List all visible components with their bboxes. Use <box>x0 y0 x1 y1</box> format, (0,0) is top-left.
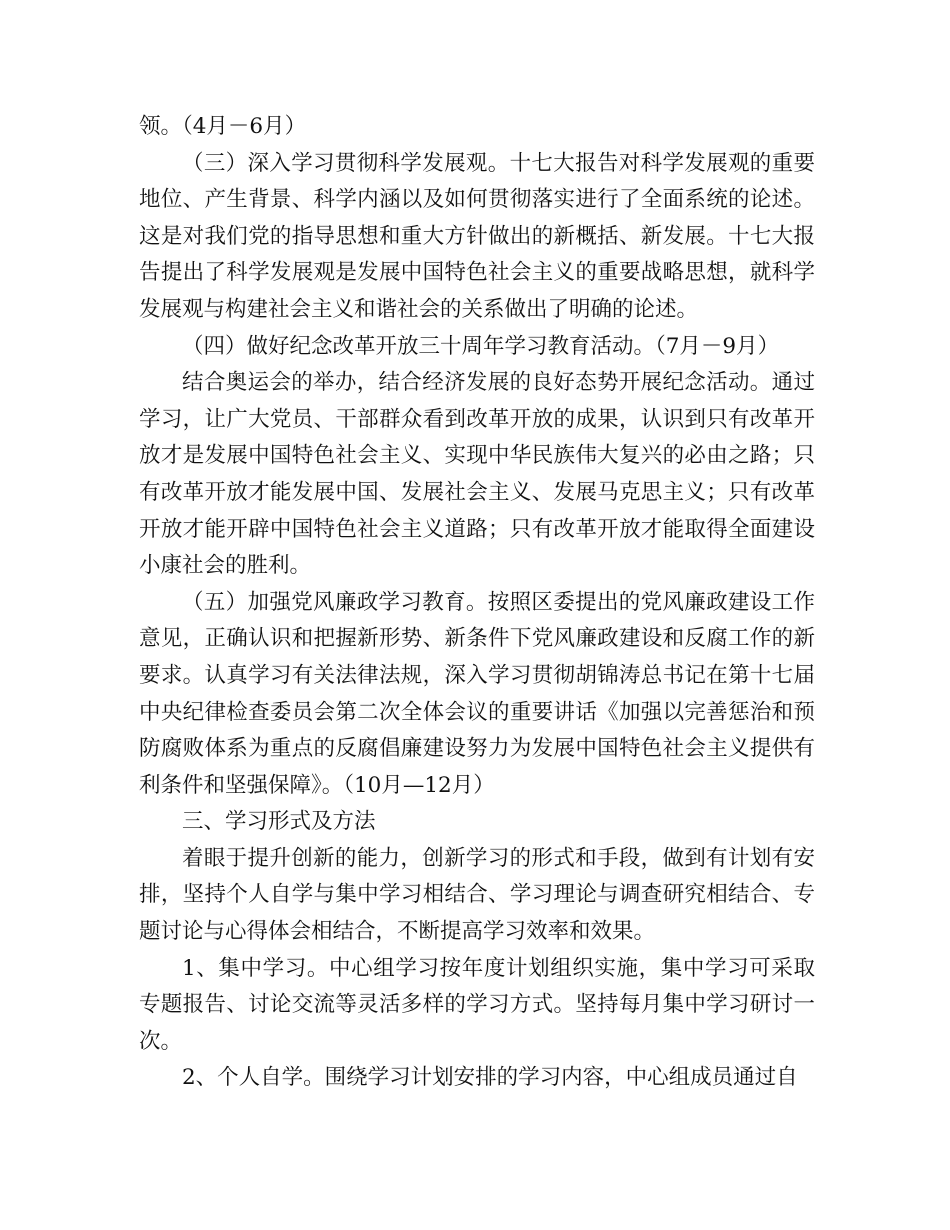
heading-learning-methods: 三、学习形式及方法 <box>182 809 376 835</box>
paragraph-continuation: 领。（4月－6月） <box>139 114 307 139</box>
document-body <box>139 109 815 1097</box>
paragraph-centralized-study: 1、集中学习。中心组学习按年度计划组织实施，集中学习可采取专题报告、讨论交流等灵活多样的学习方式。坚持每月集中学习研讨一次。 <box>139 955 815 1054</box>
paragraph-methods-intro: 着眼于提升创新的能力，创新学习的形式和手段，做到有计划有安排，坚持个人自学与集中学习相结合、学习理论与调查研究相结合、专题讨论与心得体会相结合，不断提高学习效率和效果。 <box>139 845 815 945</box>
paragraph-section-3: （三）深入学习贯彻科学发展观。十七大报告对科学发展观的重要地位、产生背景、科学内涵以及如何贯彻落实进行了全面系统的论述。这是对我们党的指导思想和重大方针做出的新概括、新发展。十七大报告提出了科学发展观是发展中国特色社会主义的重要战略思想，就科学发展观与构建社会主义和谐社会的关系做出了明确的论述。 <box>139 150 815 322</box>
paragraph-section-4-heading: （四）做好纪念改革开放三十周年学习教育活动。（7月－9月） <box>182 333 780 359</box>
paragraph-section-5: （五）加强党风廉政学习教育。按照区委提出的党风廉政建设工作意见，正确认识和把握新形势、新条件下党风廉政建设和反腐工作的新要求。认真学习有关法律法规，深入学习贯彻胡锦涛总书记在第十七届中央纪律检查委员会第二次全体会议的重要讲话《加强以完善惩治和预防腐败体系为重点的反腐倡廉建设努力为发展中国特色社会主义提供有利条件和坚强保障》。（10月—12月） <box>139 589 815 798</box>
paragraph-section-4-body: 结合奥运会的举办，结合经济发展的良好态势开展纪念活动。通过学习，让广大党员、干部群众看到改革开放的成果，认识到只有改革开放才是发展中国特色社会主义、实现中华民族伟大复兴的必由之路；只有改革开放才能发展中国、发展社会主义、发展马克思主义；只有改革开放才能开辟中国特色社会主义道路；只有改革开放才能取得全面建设小康社会的胜利。 <box>139 370 815 579</box>
paragraph-self-study: 2、个人自学。围绕学习计划安排的学习内容，中心组成员通过自 <box>182 1065 798 1091</box>
